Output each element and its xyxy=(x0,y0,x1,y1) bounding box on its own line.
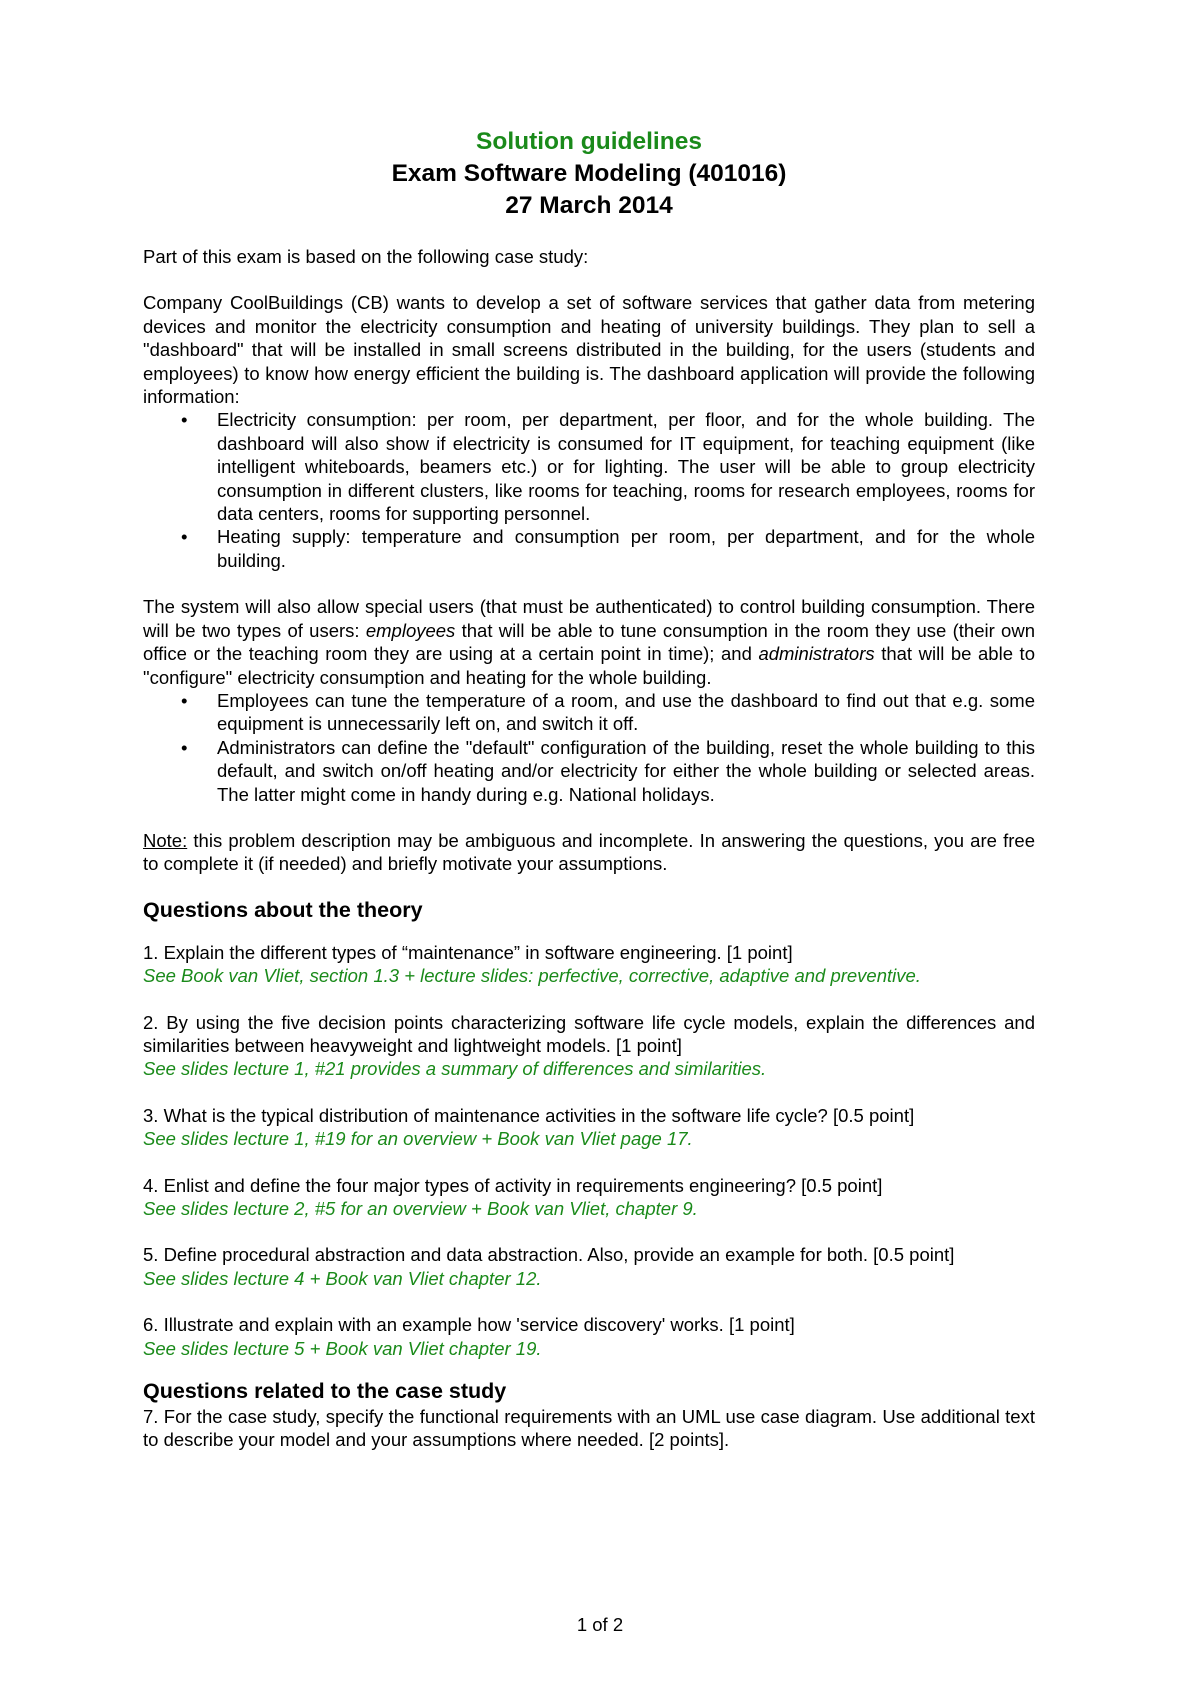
answer-text: See slides lecture 4 + Book van Vliet chapter 12. xyxy=(143,1267,542,1289)
bullet-icon: • xyxy=(181,689,188,711)
question-text: 1. Explain the different types of “maintenance” in software engineering. [1 point] xyxy=(143,941,793,963)
solution-title: Solution guidelines xyxy=(476,128,702,155)
section-heading-theory: Questions about the theory xyxy=(143,897,423,922)
intro-text: Part of this exam is based on the following case study: xyxy=(143,246,589,267)
list-item: • Administrators can define the "default" configuration of the building, reset the whole building to this default, and switch on/off heating and/or electricity for either the whole building or selected areas. The latter might come in handy during e.g. National holidays. xyxy=(181,736,1035,805)
title-block xyxy=(143,126,1035,222)
bullet-icon: • xyxy=(181,526,188,548)
case-bullet-list-1 xyxy=(143,408,1035,572)
question-block xyxy=(143,1104,1035,1151)
case-paragraph-1: Company CoolBuildings (CB) wants to develop a set of software services that gather data from metering devices and monitor the electricity consumption and heating of university buildings. They plan to sell a "dashboard" that will be installed in small screens distributed in the building, for the users (students and employees) to know how energy efficient the building is. The dashboard application will provide the following information: xyxy=(143,292,1035,408)
case-paragraph-2: The system will also allow special users (that must be authenticated) to control building consumption. There will be two types of users: employees that will be able to tune consumption in the room they use (their own office or the teaching room they are using at a certain point in time); and administrators that will be able to "configure" electricity consumption and heating for the whole building. xyxy=(143,596,1035,688)
list-item: • Heating supply: temperature and consumption per room, per department, and for the whole building. xyxy=(181,526,1035,571)
bullet-icon: • xyxy=(181,409,188,431)
answer-text: See slides lecture 2, #5 for an overview + Book van Vliet, chapter 9. xyxy=(143,1198,698,1219)
question-text: 7. For the case study, specify the functional requirements with an UML use case diagram. Use additional text to describe your model and your assumptions where needed. [2 points]. xyxy=(143,1406,1035,1451)
answer-text: See slides lecture 1, #19 for an overview + Book van Vliet page 17. xyxy=(143,1128,693,1150)
question-block xyxy=(143,1174,1035,1221)
question-block xyxy=(143,941,1035,988)
question-text: 2. By using the five decision points characterizing software life cycle models, explain the differences and similarities between heavyweight and lightweight models. [1 point] xyxy=(143,1011,1035,1056)
note-paragraph: Note: this problem description may be ambiguous and incomplete. In answering the questions, you are free to complete it (if needed) and briefly motivate your assumptions. xyxy=(143,829,1035,875)
question-text: 6. Illustrate and explain with an example how 'service discovery' works. [1 point] xyxy=(143,1314,795,1336)
answer-text: See Book van Vliet, section 1.3 + lecture slides: perfective, corrective, adaptive and preventive. xyxy=(143,965,921,987)
page-content xyxy=(143,126,1035,1452)
exam-title: Exam Software Modeling (401016) xyxy=(391,160,787,187)
question-text: 4. Enlist and define the four major types of activity in requirements engineering? [0.5 point] xyxy=(143,1174,883,1196)
list-item: • Electricity consumption: per room, per department, per floor, and for the whole building. The dashboard will also show if electricity is consumed for IT equipment, for teaching equipment (like intelligent whiteboards, beamers etc.) or for lighting. The user will be able to group electricity consumption in different clusters, like rooms for teaching, rooms for research employees, rooms for data centers, rooms for supporting personnel. xyxy=(181,409,1035,525)
question-block xyxy=(143,1313,1035,1360)
list-item: • Employees can tune the temperature of a room, and use the dashboard to find out that e.g. some equipment is unnecessarily left on, and switch it off. xyxy=(181,689,1035,735)
case-bullet-list-2 xyxy=(143,689,1035,806)
answer-text: See slides lecture 5 + Book van Vliet chapter 19. xyxy=(143,1337,542,1359)
answer-text: See slides lecture 1, #21 provides a summary of differences and similarities. xyxy=(143,1058,767,1080)
question-block xyxy=(143,1011,1035,1081)
exam-date: 27 March 2014 xyxy=(505,192,673,219)
page-number: 1 of 2 xyxy=(576,1614,624,1635)
question-text: 3. What is the typical distribution of maintenance activities in the software life cycle? [0.5 point] xyxy=(143,1104,915,1126)
section-heading-case-study: Questions related to the case study xyxy=(143,1379,507,1404)
question-text: 5. Define procedural abstraction and data abstraction. Also, provide an example for both. [0.5 point] xyxy=(143,1244,955,1266)
bullet-icon: • xyxy=(181,736,188,758)
question-block xyxy=(143,1243,1035,1290)
